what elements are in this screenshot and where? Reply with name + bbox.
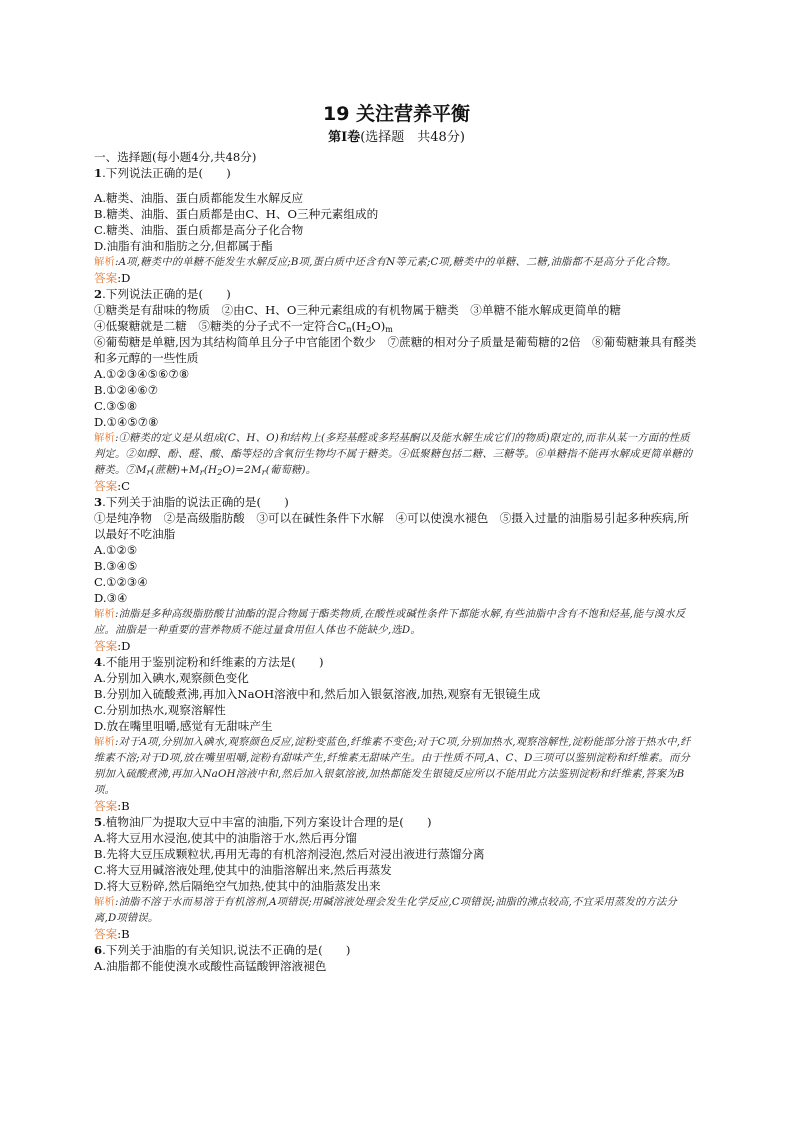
statement-line: ④低聚糖就是二糖 ⑤糖类的分子式不一定符合$C_n(H_2O)_m$ xyxy=(94,319,393,334)
question-number: 6 xyxy=(94,943,103,957)
option-a: A.油脂都不能使溴水或酸性高锰酸钾溶液褪色 xyxy=(94,959,327,973)
question-6-stem: 6.下列关于油脂的有关知识,说法不正确的是( ) xyxy=(94,943,351,957)
option-b: B.分别加入硫酸煮沸,再加入NaOH溶液中和,然后加入银氨溶液,加热,观察有无银镜生成 xyxy=(94,687,541,701)
answer-label: 答案 xyxy=(94,271,118,285)
section-heading: 一、选择题(每小题4分,共48分) xyxy=(94,150,257,164)
option-c: C.分别加热水,观察溶解性 xyxy=(94,703,226,717)
option-a: A.①②⑤ xyxy=(94,543,138,557)
option-a: A.①②③④⑤⑥⑦⑧ xyxy=(94,367,190,381)
answer: 答案:D xyxy=(94,639,131,653)
document-page xyxy=(94,102,699,974)
answer-label: 答案 xyxy=(94,479,118,493)
part-heading xyxy=(94,129,699,147)
analysis: 解析:油脂是多种高级脂肪酸甘油酯的混合物属于酯类物质,在酸性或碱性条件下都能水解,有些油脂中含有不饱和烃基,能与溴水反应。油脂是一种重要的营养物质不能过量食用但人体也不能缺少,选D。 xyxy=(94,608,686,636)
option-b: B.③④⑤ xyxy=(94,559,138,573)
option-b: B.①②④⑥⑦ xyxy=(94,383,159,397)
part-desc: (选择题 共48分) xyxy=(360,130,465,145)
answer-label: 答案 xyxy=(94,799,118,813)
analysis-label: 解析 xyxy=(94,432,115,444)
option-d: D.油脂有油和脂肪之分,但都属于酯 xyxy=(94,239,273,253)
analysis: 解析:对于A项,分别加入碘水,观察颜色反应,淀粉变蓝色,纤维素不变色;对于C项,分别加热水,观察溶解性,淀粉能部分溶于热水中,纤维素不溶;对于D项,放在嘴里咀嚼,淀粉有甜味产生,纤维素无甜味产生。由于性质不同,A、C、D三项可以鉴别淀粉和纤维素。而分别加入硫酸煮沸,再加入NaOH溶液中和,然后加入银氨溶液,加热都能发生银镜反应所以不能用此方法鉴别淀粉和纤维素,答案为B项。 xyxy=(94,736,691,796)
option-c: C.将大豆用碱溶液处理,使其中的油脂溶解出来,然后再蒸发 xyxy=(94,863,392,877)
question-1-stem: 1.下列说法正确的是( ) xyxy=(94,166,231,180)
analysis-label: 解析 xyxy=(94,896,115,908)
answer: 答案:B xyxy=(94,799,130,813)
option-d: D.将大豆粉碎,然后隔绝空气加热,使其中的油脂蒸发出来 xyxy=(94,879,381,893)
option-c: C.糖类、油脂、蛋白质都是高分子化合物 xyxy=(94,223,304,237)
question-number: 1 xyxy=(94,166,103,180)
statement-line: ①是纯净物 ②是高级脂肪酸 ③可以在碱性条件下水解 ④可以使溴水褪色 ⑤摄入过量的油脂易引起多种疾病,所以最好不吃油脂 xyxy=(94,511,689,541)
analysis-label: 解析 xyxy=(94,736,115,748)
question-number: 5 xyxy=(94,815,103,829)
question-number: 4 xyxy=(94,655,103,669)
answer: 答案:D xyxy=(94,271,131,285)
question-number: 3 xyxy=(94,495,103,509)
analysis: 解析:①糖类的定义是从组成(C、H、O)和结构上(多羟基醛或多羟基酮以及能水解生成它们的物质)限定的,而非从某一方面的性质判定。②如醇、酚、醛、酸、酯等烃的含氧衍生物均不属于糖类。④低聚糖包括二糖、三糖等。⑥单糖指不能再水解成更简单糖的糖类。$⑦M_r$(蔗糖)$+M_r(H_2O)=2M_r$(葡萄糖)。 xyxy=(94,432,693,477)
page-title: 19 关注营养平衡 xyxy=(322,103,471,125)
analysis: 解析:油脂不溶于水而易溶于有机溶剂,A项错误;用碱溶液处理会发生化学反应,C项错误;油脂的沸点较高,不宜采用蒸发的方法分离,D项错误。 xyxy=(94,896,677,924)
analysis-label: 解析 xyxy=(94,256,115,268)
option-b: B.先将大豆压成颗粒状,再用无毒的有机溶剂浸泡,然后对浸出液进行蒸馏分离 xyxy=(94,847,485,861)
question-3-stem: 3.下列关于油脂的说法正确的是( ) xyxy=(94,495,289,509)
analysis-label: 解析 xyxy=(94,608,115,620)
option-d: D.③④ xyxy=(94,591,128,605)
answer: 答案:C xyxy=(94,479,130,493)
answer-label: 答案 xyxy=(94,639,118,653)
answer-label: 答案 xyxy=(94,927,118,941)
question-5-stem: 5.植物油厂为提取大豆中丰富的油脂,下列方案设计合理的是( ) xyxy=(94,815,432,829)
option-b: B.糖类、油脂、蛋白质都是由C、H、O三种元素组成的 xyxy=(94,207,379,221)
statement-line: ⑥葡萄糖是单糖,因为其结构简单且分子中官能团个数少 ⑦蔗糖的相对分子质量是葡萄糖的2倍 ⑧葡萄糖兼具有醛类和多元醇的一些性质 xyxy=(94,335,697,365)
option-a: A.糖类、油脂、蛋白质都能发生水解反应 xyxy=(94,191,304,205)
option-d: D.放在嘴里咀嚼,感觉有无甜味产生 xyxy=(94,719,273,733)
option-c: C.①②③④ xyxy=(94,575,148,589)
answer: 答案:B xyxy=(94,927,130,941)
part-label: 第Ⅰ卷 xyxy=(328,130,361,145)
option-d: D.①④⑤⑦⑧ xyxy=(94,415,159,429)
question-number: 2 xyxy=(94,287,103,301)
option-a: A.将大豆用水浸泡,使其中的油脂溶于水,然后再分馏 xyxy=(94,831,357,845)
statement-line: ①糖类是有甜味的物质 ②由C、H、O三种元素组成的有机物属于糖类 ③单糖不能水解成更简单的糖 xyxy=(94,303,622,317)
question-2-stem: 2.下列说法正确的是( ) xyxy=(94,287,231,301)
analysis: 解析:A项,糖类中的单糖不能发生水解反应;B项,蛋白质中还含有N等元素;C项,糖类中的单糖、二糖,油脂都不是高分子化合物。 xyxy=(94,256,677,268)
question-4-stem: 4.不能用于鉴别淀粉和纤维素的方法是( ) xyxy=(94,655,324,669)
option-c: C.③⑤⑧ xyxy=(94,399,138,413)
option-a: A.分别加入碘水,观察颜色变化 xyxy=(94,671,249,685)
